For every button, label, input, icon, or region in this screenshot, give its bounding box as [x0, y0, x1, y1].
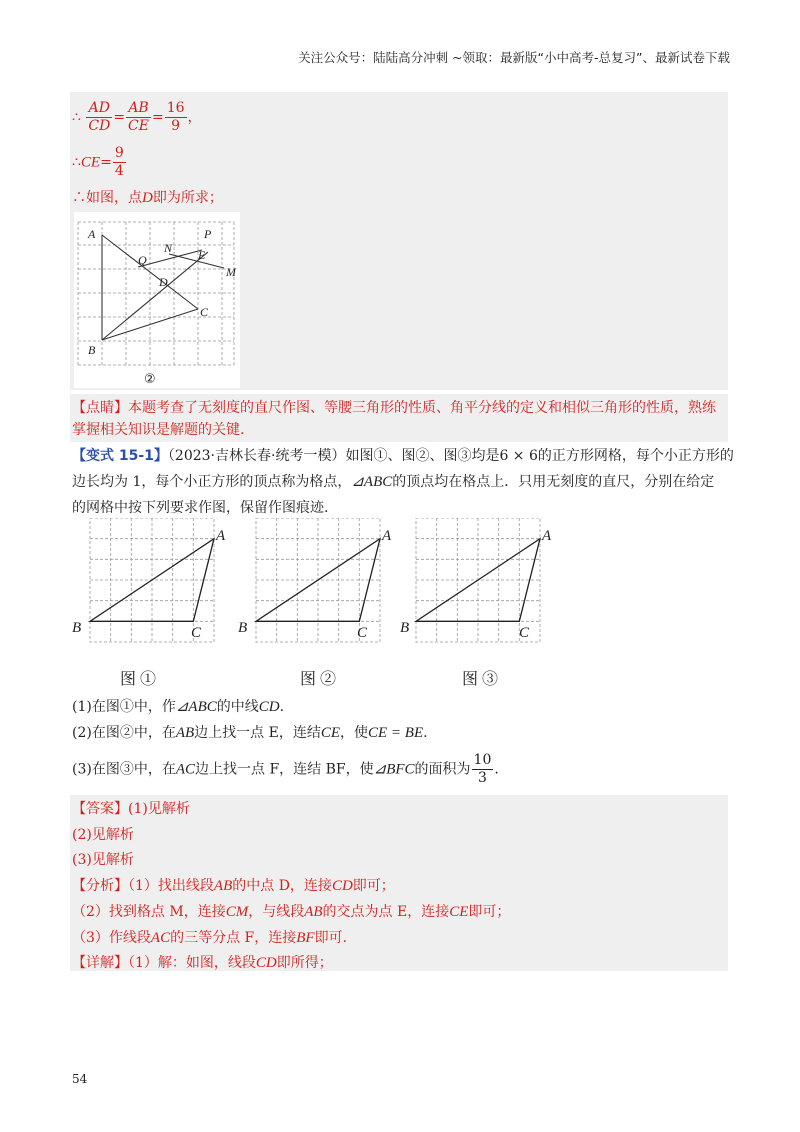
solution-line-1: ∴ $\frac{AD}{CD}$ = $\frac{AB}{CE}$ = $\frac{16}{9}$ ， [72, 100, 202, 134]
fig3-label-a: A [542, 528, 552, 544]
fraction-9-4: $\frac{9}{4}$ [114, 145, 124, 179]
analysis-line-2: （2）找到格点 M，连接CM，与线段AB的交点为点 E，连接CE即可； [72, 904, 511, 920]
label-e: E [198, 248, 206, 262]
dianjing-line-2: 掌握相关知识是解题的关键. [72, 422, 245, 438]
problem-line-1: 【变式 15-1】（2023·吉林长春·统考一模）如图①、图②、图③均是6 × 6的正方形网格，每个小正方形的 [72, 448, 734, 464]
fig2-label-c: C [357, 625, 368, 641]
page-number: 54 [72, 1072, 88, 1086]
caption-fig-1: 图 ① [120, 671, 157, 688]
label-c: C [200, 305, 209, 319]
label-d: D [159, 275, 168, 289]
solution-line-3: ∴如图，点D即为所求； [72, 190, 223, 206]
fig1-label-c: C [191, 625, 202, 641]
grid-figures [70, 518, 570, 644]
caption-fig-3: 图 ③ [462, 671, 499, 688]
detail-line-1: 【详解】（1）解：如图，线段CD即所得； [72, 955, 333, 971]
label-a: A [88, 227, 96, 241]
analysis-line-1: 【分析】（1）找出线段AB的中点 D，连接CD即可； [72, 878, 395, 894]
fig2-label-b: B [238, 620, 248, 636]
question-2: (2)在图②中，在AB边上找一点 E，连结CE，使CE = BE. [72, 725, 428, 741]
answer-line-2: (2)见解析 [72, 827, 134, 843]
fig2-label-a: A [382, 528, 392, 544]
analysis-line-3: （3）作线段AC的三等分点 F，连接BF即可. [72, 930, 348, 946]
grid-figure-3 [416, 518, 540, 642]
question-1: (1)在图①中，作⊿ABC的中线CD. [72, 699, 285, 715]
fraction-ab-ce: $\frac{AB}{CE}$ [128, 100, 149, 134]
answer-line-3: (3)见解析 [72, 852, 134, 868]
label-m: M [226, 265, 236, 279]
solution-figure [74, 212, 240, 388]
problem-line-3: 的网格中按下列要求作图，保留作图痕迹. [72, 500, 329, 516]
figure-caption: ② [144, 372, 156, 387]
page-header: 关注公众号：陆陆高分冲刺 ~领取：最新版“小中高考-总复习”、最新试卷下载 [298, 50, 730, 65]
fraction-ad-cd: $\frac{AD}{CD}$ [88, 100, 111, 134]
therefore-symbol: ∴ [72, 109, 81, 126]
question-3: (3)在图③中，在AC边上找一点 F，连结 BF，使⊿BFC的面积为 $\frac{10}{3}$ . [72, 752, 499, 786]
fraction-10-3: $\frac{10}{3}$ [473, 752, 492, 786]
fraction-16-9: $\frac{16}{9}$ [166, 100, 185, 134]
label-b: B [88, 343, 96, 357]
fig1-label-b: B [72, 620, 82, 636]
caption-fig-2: 图 ② [300, 671, 337, 688]
label-q: Q [138, 253, 147, 267]
label-p: P [204, 227, 212, 241]
grid-figure-2 [256, 518, 380, 642]
fig3-label-c: C [519, 625, 530, 641]
dianjing-line-1: 【点睛】本题考查了无刻度的直尺作图、等腰三角形的性质、角平分线的定义和相似三角形的性质，熟练 [72, 400, 716, 416]
label-n: N [164, 241, 173, 255]
grid-figure-1 [90, 518, 214, 642]
fig3-label-b: B [400, 620, 410, 636]
solution-line-2: ∴CE= $\frac{9}{4}$ [72, 145, 124, 179]
problem-tag: 【变式 15-1】 [72, 448, 168, 464]
fig1-label-a: A [216, 528, 226, 544]
answer-line-1: 【答案】(1)见解析 [72, 801, 190, 817]
problem-line-2: 边长均为 1，每个小正方形的顶点称为格点，⊿ABC的顶点均在格点上．只用无刻度的直尺，分别在给定 [72, 474, 715, 490]
